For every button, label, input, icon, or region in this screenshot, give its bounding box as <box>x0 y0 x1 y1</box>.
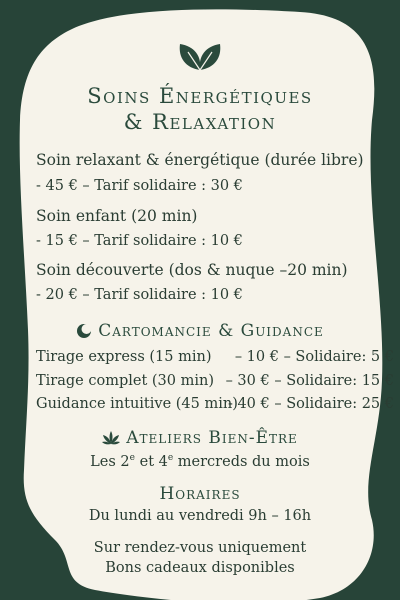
soin-price: - 20 € – Tarif solidaire : 10 € <box>36 287 243 303</box>
ateliers-heading-text: Ateliers Bien-Être <box>126 428 298 448</box>
page-title-line2: & Relaxation <box>123 110 277 134</box>
page-title-line1: Soins Énergétiques <box>87 84 313 108</box>
footer-gift: Bons cadeaux disponibles <box>105 560 295 576</box>
item-value: - 40 € – Solidaire: 25 € <box>227 396 394 412</box>
cartomancie-heading-text: Cartomancie & Guidance <box>98 321 324 341</box>
item-value: – 10 € – Solidaire: 5 € <box>234 349 394 365</box>
soin-price: - 45 € – Tarif solidaire : 30 € <box>36 178 243 194</box>
lotus-icon <box>102 430 120 446</box>
ateliers-text: Les 2e et 4e mercreds du mois <box>90 453 310 470</box>
leaf-pair-icon <box>176 42 224 72</box>
soin-name: Soin découverte (dos & nuque –20 min) <box>36 261 348 279</box>
item-label: Tirage complet (30 min) <box>36 373 214 389</box>
item-label: Guidance intuitive (45 min) <box>36 396 238 412</box>
crescent-moon-icon <box>76 323 92 339</box>
item-value: – 30 € – Solidaire: 15 € <box>225 373 394 389</box>
ateliers-heading <box>0 427 400 449</box>
item-label: Tirage express (15 min) <box>36 349 212 365</box>
cartomancie-heading <box>0 320 400 342</box>
horaires-heading: Horaires <box>159 484 241 504</box>
soin-name: Soin relaxant & énergétique (durée libre) <box>36 151 364 169</box>
soin-name: Soin enfant (20 min) <box>36 207 198 225</box>
horaires-text: Du lundi au vendredi 9h – 16h <box>88 508 312 524</box>
footer-appointment: Sur rendez-vous uniquement <box>93 540 307 556</box>
soin-price: - 15 € – Tarif solidaire : 10 € <box>36 233 243 249</box>
